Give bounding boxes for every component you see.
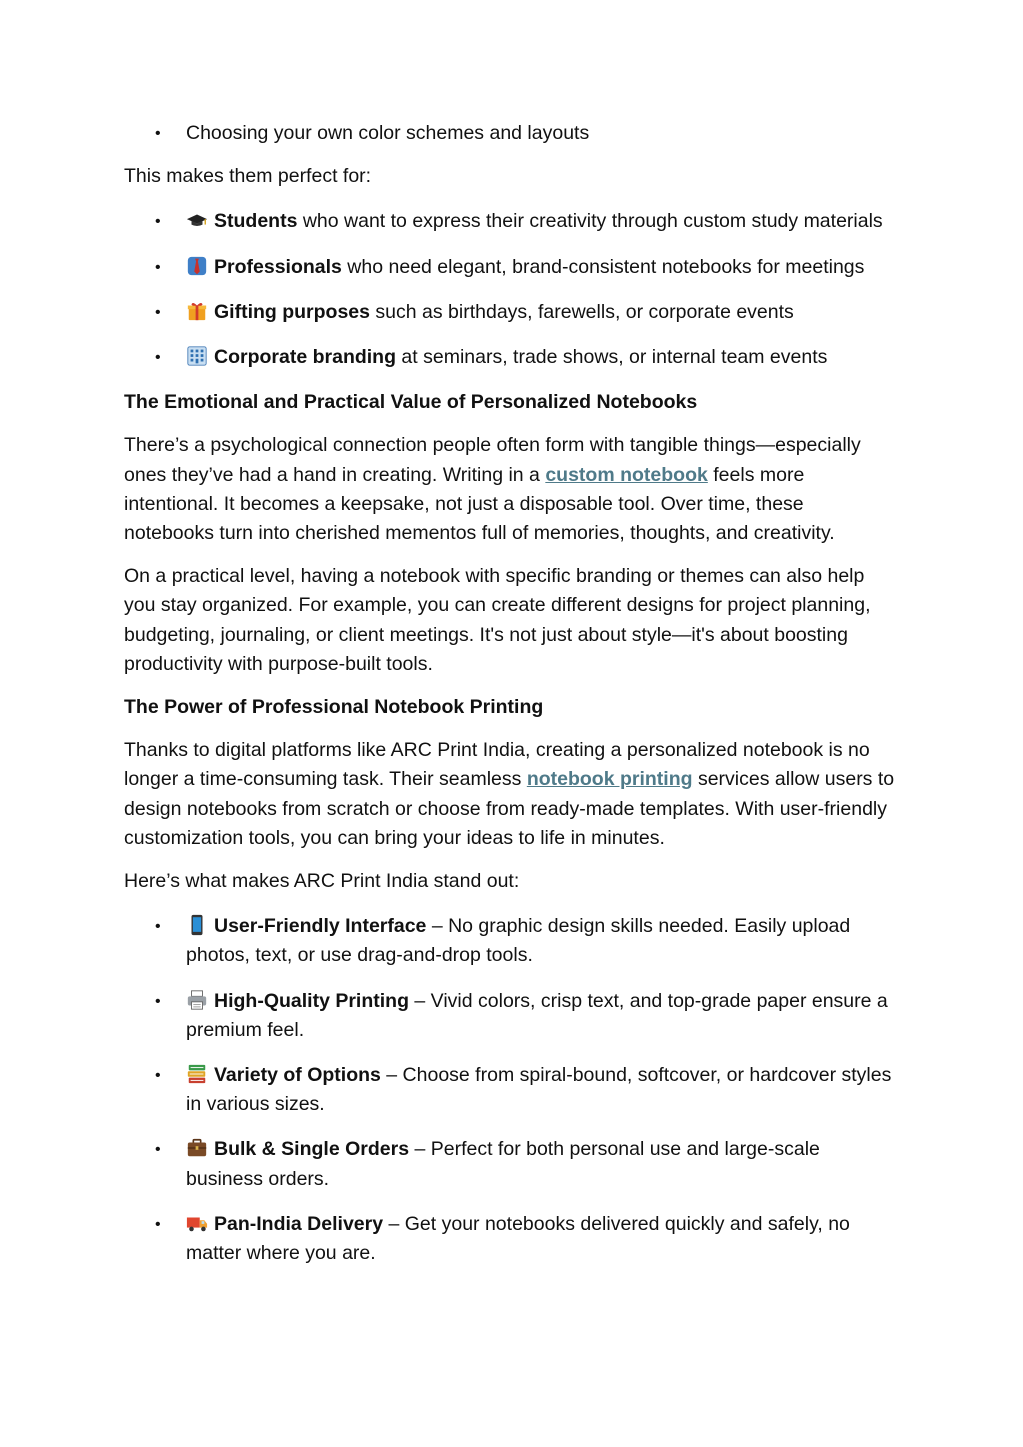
bullet: • [155,1067,161,1085]
custom-notebook-link[interactable]: custom notebook [545,463,708,486]
paragraph-text: There’s a psychological connection people often form with tangible things—especially ones they’ve had a hand in creating. Writing in a [124,434,861,486]
list-item-text: who need elegant, brand-consistent notebooks for meetings [341,255,865,278]
list-item-text: who want to express their creativity through custom study materials [297,210,883,233]
notebook-printing-link[interactable]: notebook printing [526,768,693,791]
paragraph-perfect-for: This makes them perfect for: [124,165,372,188]
list-item-text: – Vivid colors, crisp text, and top-grade paper ensure a premium feel. [186,989,888,1041]
paragraph-practical: On a practical level, having a notebook with specific branding or themes can also help you stay organized. For example, you can create different designs for project planning, budgeting, journaling, or client meetings. It's not just about style—it's about boosting productivity with purpose-built tools. [124,565,871,675]
bullet: • [155,918,161,936]
gift-icon [186,300,208,322]
bullet: • [155,349,161,367]
paragraph-text: feels more intentional. It becomes a keepsake, not just a disposable tool. Over time, these notebooks turn into cherished mementos full of memories, thoughts, and creativity. [124,463,835,545]
books-icon [186,1063,208,1085]
delivery-truck-icon [186,1212,208,1234]
document-page [124,119,899,1284]
paragraph-text: Thanks to digital platforms like ARC Print India, creating a personalized notebook is no longer a time-consuming task. Their seamless [124,739,870,791]
heading-power-printing: The Power of Professional Notebook Printing [124,696,544,719]
list-item-bold: Bulk & Single Orders [214,1138,410,1161]
bullet: • [155,992,161,1010]
list-item-text: – No graphic design skills needed. Easily upload photos, text, or use drag-and-drop tools. [186,915,851,967]
bullet: • [155,125,161,142]
paragraph-power [124,736,899,853]
list-item-bold: High-Quality Printing [214,989,409,1012]
bullet: • [155,258,161,276]
list-item [124,1135,899,1193]
paragraph-text: services allow users to design notebooks from scratch or choose from ready-made templates. With user-friendly customization tools, you can bring your ideas to life in minutes. [124,768,895,849]
paragraph-emotional [124,431,899,548]
heading-emotional-value: The Emotional and Practical Value of Personalized Notebooks [124,391,698,414]
list-item-bold: Corporate branding [214,346,397,369]
list-item [124,987,899,1045]
list-item-bold: User-Friendly Interface [214,915,427,938]
list-item-text: – Get your notebooks delivered quickly and safely, no matter where you are. [186,1212,850,1265]
list-item-bold: Pan-India Delivery [214,1212,384,1235]
list-item-bold: Students [214,210,298,233]
paragraph-stand-out: Here’s what makes ARC Print India stand out: [124,870,520,893]
features-list [124,912,899,1268]
list-item-text: at seminars, trade shows, or internal team events [396,346,828,369]
graduation-cap-icon [186,209,208,231]
list-item-text: – Perfect for both personal use and large-scale business orders. [186,1138,820,1190]
list-item-text: Choosing your own color schemes and layouts [186,122,590,144]
list-item [124,1061,899,1119]
briefcase-icon [186,1137,208,1159]
list-item-text: such as birthdays, farewells, or corporate events [370,300,794,323]
bullet: • [155,303,161,321]
list-item [124,298,899,327]
list-item [124,343,899,372]
mobile-phone-icon [186,914,208,936]
printer-icon [186,989,208,1011]
list-item-bold: Professionals [214,255,342,278]
options-list [124,119,899,148]
office-building-icon [186,345,208,367]
list-item [124,1210,899,1268]
necktie-icon [186,255,208,277]
bullet: • [155,1215,161,1233]
list-item [124,207,899,236]
list-item [124,253,899,282]
bullet: • [155,1141,161,1159]
list-item [124,119,899,148]
list-item-bold: Variety of Options [214,1064,381,1087]
list-item-text: – Choose from spiral-bound, softcover, or hardcover styles in various sizes. [186,1064,892,1116]
list-item [124,912,899,970]
audience-list [124,207,899,372]
list-item-bold: Gifting purposes [214,300,370,323]
bullet: • [155,213,161,231]
